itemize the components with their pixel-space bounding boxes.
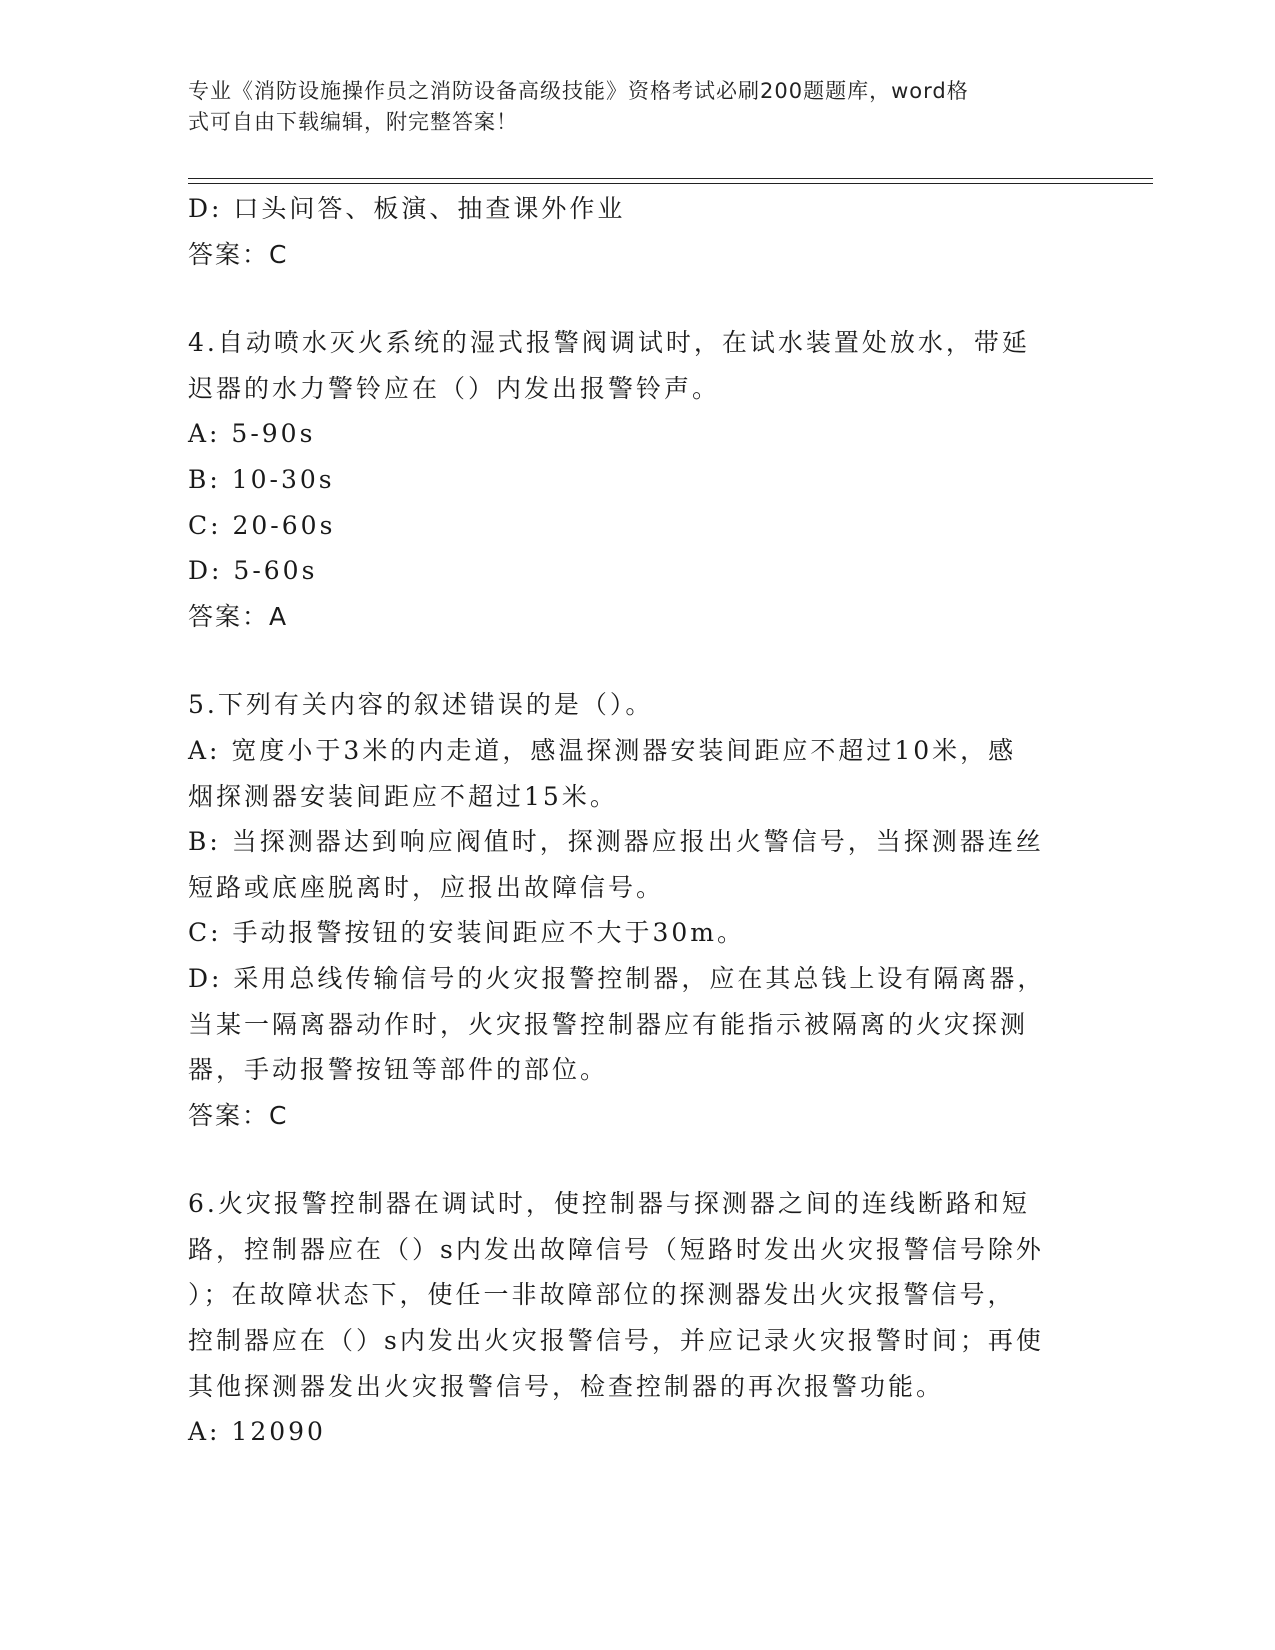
q5-option-a-line-2: 烟探测器安装间距应不超过15米。 — [188, 781, 618, 811]
q6-option-a: A: 12090 — [188, 1417, 326, 1447]
q6-stem-line-1: 6.火灾报警控制器在调试时，使控制器与探测器之间的连线断路和短 — [188, 1189, 1030, 1219]
q3-option-d: D: 口头问答、板演、抽查课外作业 — [188, 194, 626, 223]
q5-option-b-line-2: 短路或底座脱离时，应报出故障信号。 — [188, 872, 665, 902]
spacer — [188, 1138, 1088, 1181]
question-content — [188, 186, 1088, 1455]
q4-option-b: B: 10-30s — [188, 464, 335, 494]
q5-option-d-line-2: 当某一隔离器动作时，火灾报警控制器应有能指示被隔离的火灾探测 — [188, 1009, 1029, 1039]
q4-option-a: A: 5-90s — [188, 419, 316, 449]
q6-stem-line-3: ）；在故障状态下，使任一非故障部位的探测器发出火灾报警信号， — [188, 1280, 1016, 1310]
q6-stem-line-5: 其他探测器发出火灾报警信号，检查控制器的再次报警功能。 — [188, 1371, 945, 1401]
q5-option-d-line-1: D: 采用总线传输信号的火灾报警控制器，应在其总钱上设有隔离器， — [188, 963, 1046, 993]
q5-option-c: C: 手动报警按钮的安装间距应不大于30m。 — [188, 918, 746, 948]
q4-stem-line-1: 4.自动喷水灭火系统的湿式报警阀调试时，在试水装置处放水，带延 — [188, 328, 1030, 358]
q6-stem-line-4: 控制器应在（）s内发出火灾报警信号，并应记录火灾报警时间；再使 — [188, 1326, 1044, 1356]
q5-answer: 答案：C — [188, 1100, 289, 1130]
q5-stem: 5.下列有关内容的叙述错误的是（）。 — [188, 690, 654, 720]
q5-option-a-line-1: A: 宽度小于3米的内走道，感温探测器安装间距应不超过10米，感 — [188, 735, 1017, 765]
q5-option-b-line-1: B: 当探测器达到响应阀值时，探测器应报出火警信号，当探测器连丝 — [188, 827, 1044, 857]
q5-option-d-line-3: 器，手动报警按钮等部件的部位。 — [188, 1055, 609, 1085]
header-divider-top — [188, 178, 1153, 179]
q3-answer: 答案：C — [188, 239, 289, 269]
spacer — [188, 639, 1088, 682]
q4-stem-line-2: 迟器的水力警铃应在（）内发出报警铃声。 — [188, 373, 721, 403]
q6-stem-line-2: 路，控制器应在（）s内发出故障信号（短路时发出火灾报警信号除外 — [188, 1234, 1044, 1264]
header-line-1: 专业《消防设施操作员之消防设备高级技能》资格考试必刷200题题库，word格 — [188, 79, 969, 103]
q4-answer: 答案：A — [188, 601, 289, 631]
q4-option-d: D: 5-60s — [188, 556, 318, 586]
header-line-2: 式可自由下载编辑，附完整答案！ — [188, 110, 518, 134]
q4-option-c: C: 20-60s — [188, 510, 336, 540]
header-divider-bottom — [188, 183, 1153, 184]
document-header — [188, 76, 1068, 138]
spacer — [188, 277, 1088, 320]
